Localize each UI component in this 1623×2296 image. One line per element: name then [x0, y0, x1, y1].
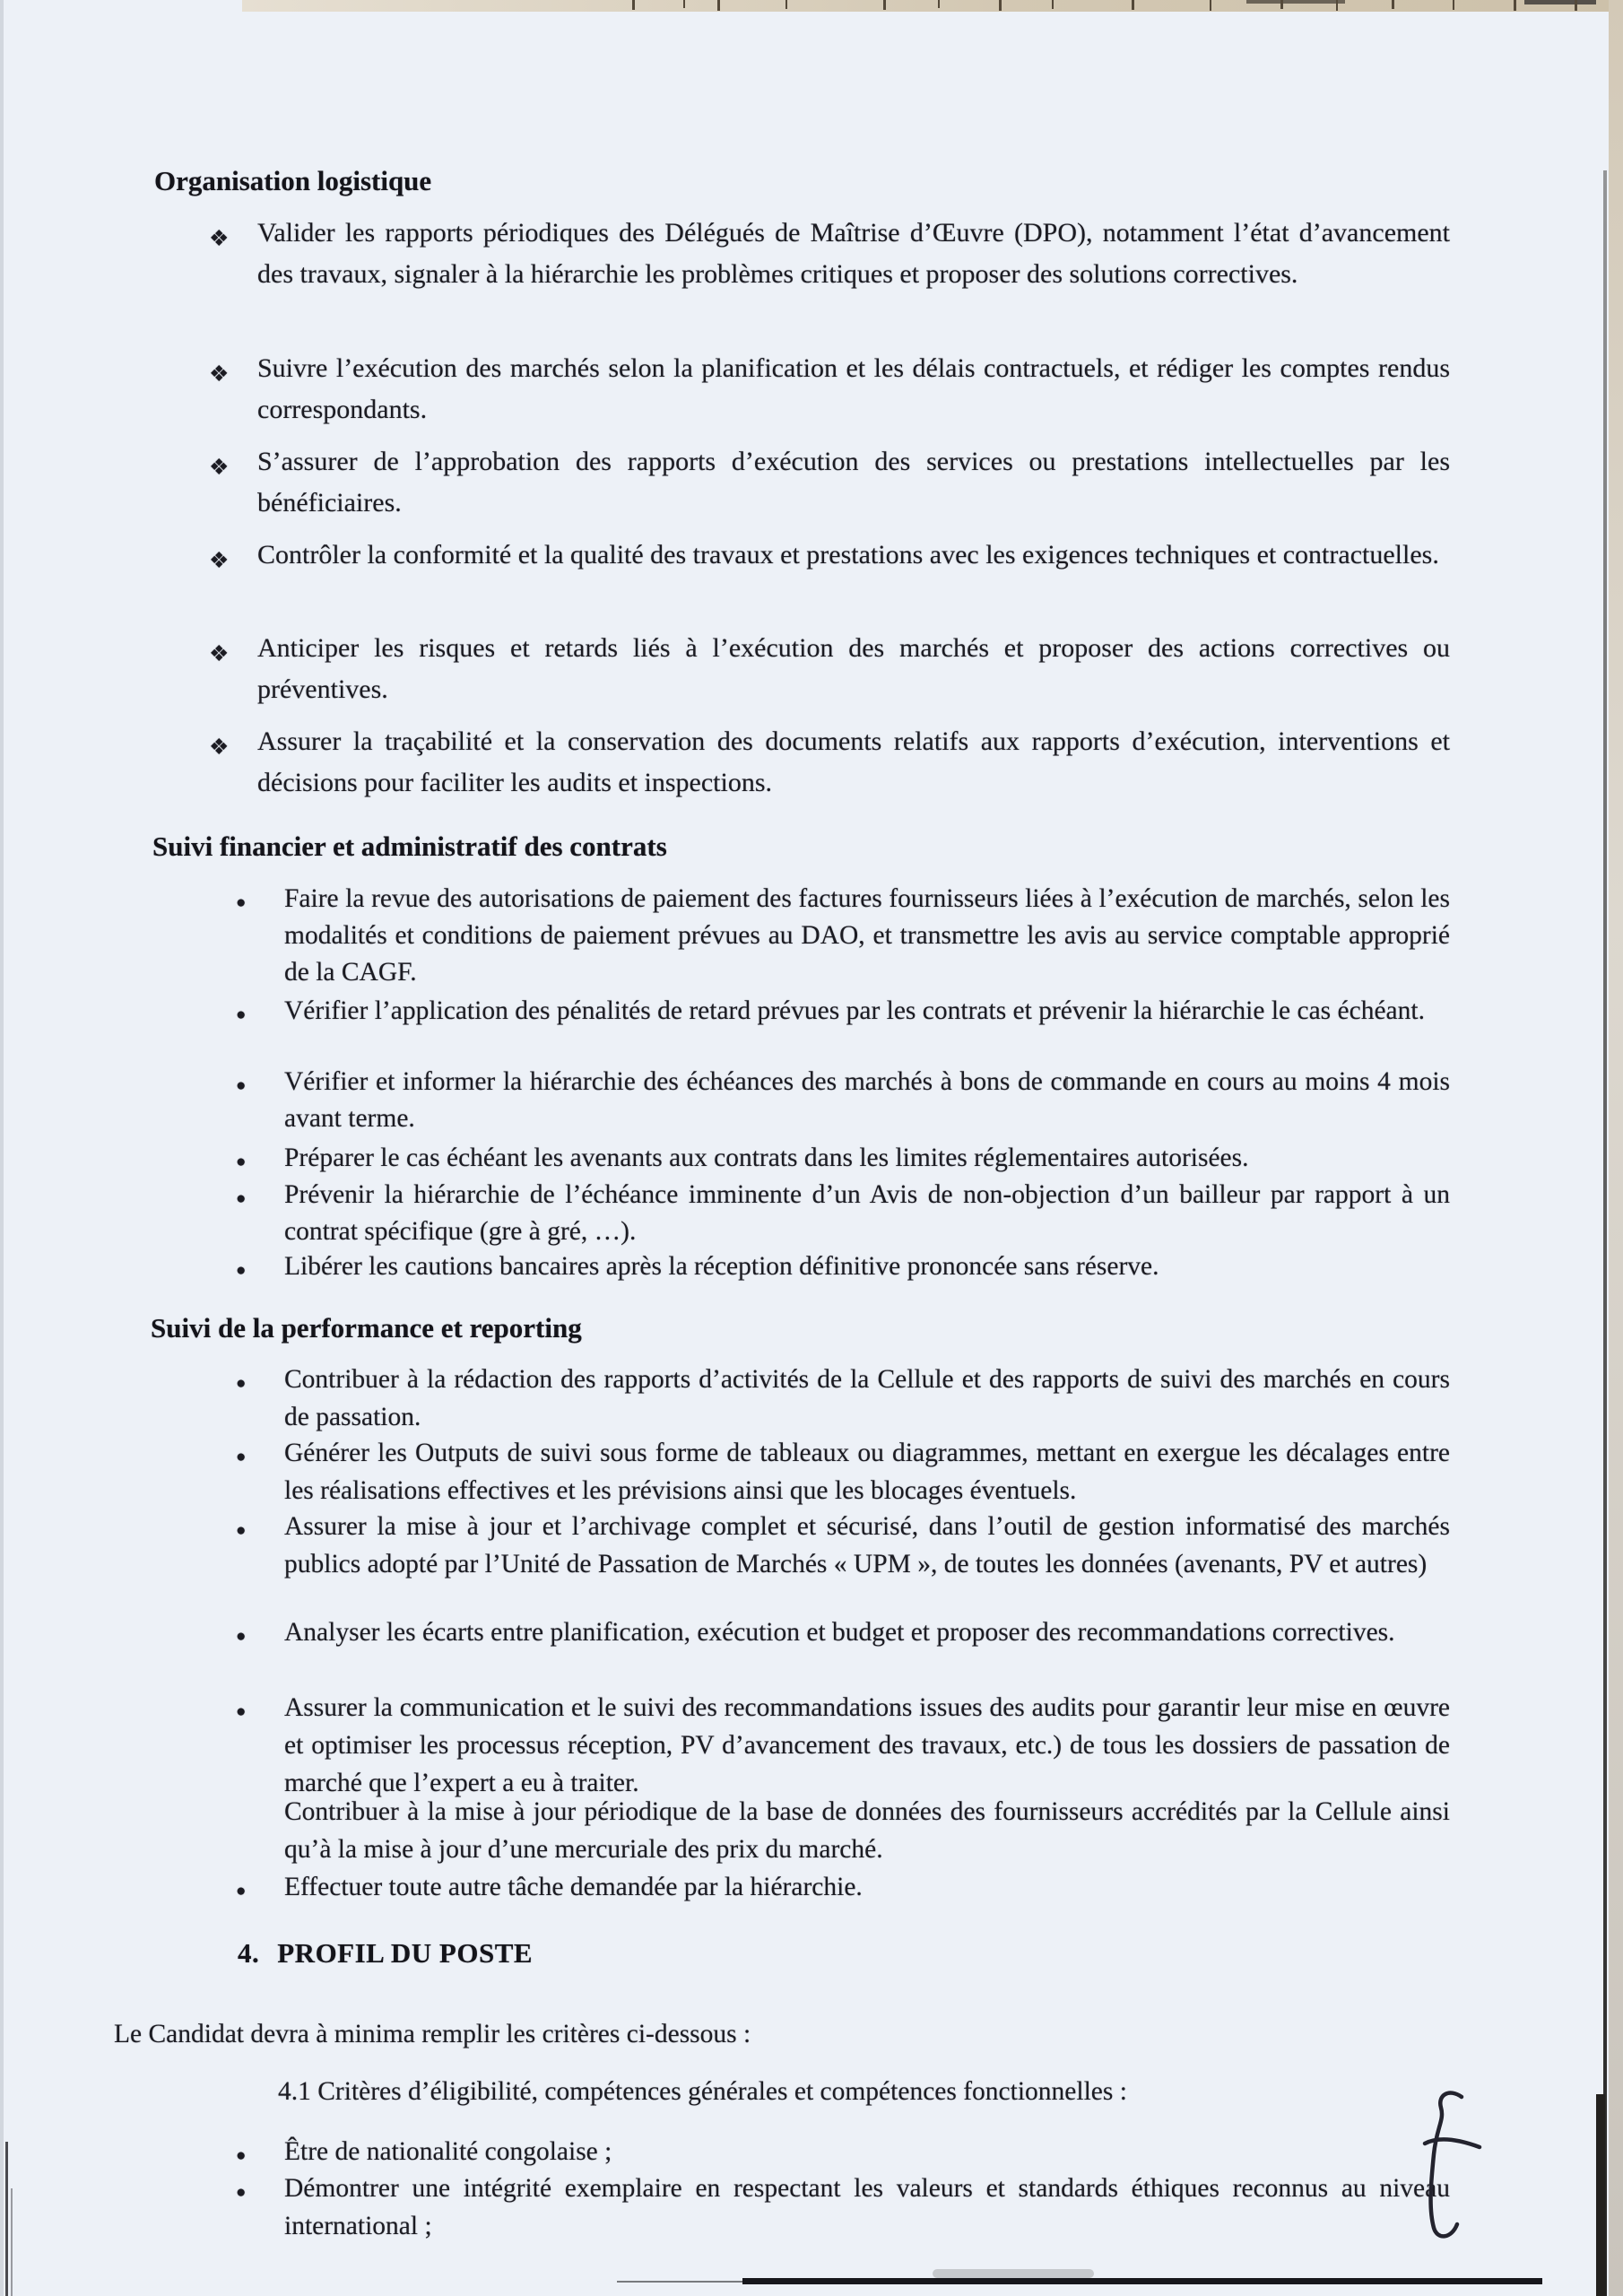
- scan-edge-tick: [883, 0, 886, 10]
- list-item: [209, 721, 1450, 804]
- section-heading-suivi-financier: Suivi financier et administratif des contrats: [152, 831, 667, 862]
- list-item-text: Être de nationalité congolaise ;: [284, 2137, 612, 2166]
- numbered-heading-profil-du-poste: [238, 1937, 533, 1970]
- list-item: [236, 1140, 1450, 1177]
- list-item: [236, 1868, 1450, 1906]
- list-item-text: Assurer la communication et le suivi des recommandations issues des audits pour garantir leur mise en œuvre et optimiser les processus réception, PV d’avancement des travaux, etc.) de tous les dossiers de passation de marché que l’expert a eu à traiter.: [284, 1693, 1450, 1797]
- list-item-text: Anticiper les risques et retards liés à l’exécution des marchés et proposer des actions correctives ou préventives.: [257, 633, 1450, 704]
- scan-edge-tick: [717, 0, 720, 11]
- section-heading-organisation-logistique: Organisation logistique: [154, 165, 432, 196]
- list-item: [209, 535, 1450, 576]
- scan-edge-smudge: [1524, 0, 1596, 4]
- scan-right-margin: [1609, 0, 1623, 2296]
- handwritten-mark: [1410, 2088, 1499, 2258]
- scan-left-edge-line: [5, 2142, 8, 2296]
- dot-bullet-icon: ●: [236, 893, 247, 912]
- footer-rule-tail: [617, 2281, 742, 2283]
- scan-edge-tick: [1392, 0, 1394, 9]
- list-item-text: Vérifier l’application des pénalités de retard prévues par les contrats et prévenir la hiérarchie le cas échéant.: [284, 996, 1425, 1025]
- scan-edge-tick: [1514, 0, 1516, 11]
- scan-top-edge: [242, 0, 1623, 12]
- dot-bullet-icon: ●: [236, 1005, 247, 1024]
- list-item-text: Analyser les écarts entre planification, exécution et budget et proposer des recommandations correctives.: [284, 1618, 1395, 1647]
- dot-bullet-icon: ●: [236, 1152, 247, 1171]
- scan-left-edge-line-2: [11, 2188, 13, 2296]
- scan-edge-tick: [1132, 0, 1134, 10]
- list-item: [209, 441, 1450, 524]
- scan-footer-smudge: [933, 2269, 1094, 2278]
- scan-edge-tick: [1280, 0, 1283, 9]
- scan-edge-tick: [1210, 0, 1211, 11]
- list-item: [209, 213, 1450, 295]
- heading-title: PROFIL DU POSTE: [277, 1937, 534, 1969]
- list-item-text: Contrôler la conformité et la qualité des travaux et prestations avec les exigences techniques et contractuelles.: [257, 540, 1439, 570]
- diamond-bullet-icon: ❖: [209, 735, 230, 760]
- list-item: [236, 1361, 1450, 1436]
- list-item: [236, 1689, 1450, 1802]
- section-heading-suivi-performance: Suivi de la performance et reporting: [151, 1312, 582, 1344]
- list-item: [209, 628, 1450, 710]
- footer-rule: [742, 2278, 1542, 2284]
- list-item: [209, 348, 1450, 430]
- list-item-text: Contribuer à la mise à jour périodique de la base de données des fournisseurs accrédités par la Cellule ainsi qu’à la mise à jour d’une mercuriale des prix du marché.: [284, 1797, 1450, 1864]
- list-item-text: S’assurer de l’approbation des rapports d’exécution des services ou prestations intellectuelles par les bénéficiaires.: [257, 447, 1450, 517]
- dot-bullet-icon: ●: [236, 2183, 247, 2202]
- scan-right-edge-line: [1603, 170, 1607, 2296]
- dot-bullet-icon: ●: [236, 1261, 247, 1280]
- scan-edge-tick: [632, 0, 635, 10]
- list-item-text: Démontrer une intégrité exemplaire en respectant les valeurs et standards éthiques reconnus au niveau international ;: [284, 2174, 1450, 2240]
- dot-bullet-icon: ●: [236, 1702, 247, 1721]
- scan-edge-tick: [785, 0, 787, 9]
- scan-right-edge-line-bottom: [1596, 2094, 1605, 2296]
- heading-number: 4.: [238, 1937, 260, 1969]
- dot-bullet-icon: ●: [236, 1189, 247, 1208]
- scan-left-margin: [0, 0, 4, 2296]
- dot-bullet-icon: ●: [236, 1627, 247, 1646]
- list-item-text: Effectuer toute autre tâche demandée par la hiérarchie.: [284, 1873, 863, 1901]
- dot-bullet-icon: ●: [236, 1882, 247, 1900]
- scan-edge-smudge: [1246, 0, 1345, 4]
- list-item: [236, 1434, 1450, 1509]
- diamond-bullet-icon: ❖: [209, 642, 230, 666]
- scan-edge-tick: [1453, 0, 1454, 10]
- scan-edge-tick: [683, 0, 685, 8]
- list-item: [236, 2170, 1450, 2245]
- list-item: [236, 1064, 1450, 1137]
- dot-bullet-icon: ●: [236, 1076, 247, 1095]
- scan-edge-tick: [999, 0, 1002, 11]
- dot-bullet-icon: ●: [236, 1448, 247, 1466]
- list-item: [236, 881, 1450, 991]
- diamond-bullet-icon: ❖: [209, 362, 230, 387]
- list-item-text: Vérifier et informer la hiérarchie des échéances des marchés à bons de commande en cours au moins 4 mois avant terme.: [284, 1067, 1450, 1133]
- list-item-text: Prévenir la hiérarchie de l’échéance imminente d’un Avis de non-objection d’un bailleur par rapport à un contrat spécifique (gre à gré, …).: [284, 1180, 1450, 1246]
- list-item: [236, 1177, 1450, 1250]
- list-item-text: Assurer la mise à jour et l’archivage complet et sécurisé, dans l’outil de gestion informatisé des marchés publics adopté par l’Unité de Passation de Marchés « UPM », de toutes les données (avenants, PV et autres): [284, 1512, 1450, 1578]
- dot-bullet-icon: ●: [236, 1521, 247, 1540]
- list-item-text: Contribuer à la rédaction des rapports d’activités de la Cellule et des rapports de suivi des marchés en cours de passation.: [284, 1365, 1450, 1431]
- list-item-text: Générer les Outputs de suivi sous forme de tableaux ou diagrammes, mettant en exergue les décalages entre les réalisations effectives et les prévisions ainsi que les blocages éventuels.: [284, 1439, 1450, 1505]
- dot-bullet-icon: ●: [236, 1374, 247, 1393]
- list-item-text: Libérer les cautions bancaires après la réception définitive prononcée sans réserve.: [284, 1252, 1159, 1281]
- intro-paragraph: Le Candidat devra à minima remplir les critères ci-dessous :: [114, 2020, 751, 2048]
- list-item: [236, 1508, 1450, 1583]
- subheading-criteres: 4.1 Critères d’éligibilité, compétences générales et compétences fonctionnelles :: [278, 2077, 1127, 2106]
- scan-edge-tick: [1575, 0, 1577, 11]
- scan-edge-tick: [1336, 0, 1338, 11]
- list-item: [236, 993, 1450, 1030]
- scan-edge-tick: [938, 0, 940, 8]
- dot-bullet-icon: ●: [236, 2146, 247, 2165]
- diamond-bullet-icon: ❖: [209, 456, 230, 480]
- scan-edge-tick: [1052, 0, 1054, 9]
- list-item-continuation: [236, 1793, 1450, 1868]
- list-item-text: Suivre l’exécution des marchés selon la planification et les délais contractuels, et rédiger les comptes rendus correspondants.: [257, 353, 1450, 424]
- list-item-text: Assurer la traçabilité et la conservation des documents relatifs aux rapports d’exécution, interventions et décisions pour faciliter les audits et inspections.: [257, 726, 1450, 797]
- list-item-text: Faire la revue des autorisations de paiement des factures fournisseurs liées à l’exécution de marchés, selon les modalités et conditions de paiement prévues au DAO, et transmettre les avis au service comptable approprié de la CAGF.: [284, 884, 1450, 987]
- list-item: [236, 2133, 1450, 2170]
- list-item-text: Préparer le cas échéant les avenants aux contrats dans les limites réglementaires autorisées.: [284, 1144, 1249, 1172]
- list-item-text: Valider les rapports périodiques des Délégués de Maîtrise d’Œuvre (DPO), notamment l’état d’avancement des travaux, signaler à la hiérarchie les problèmes critiques et proposer des solutions correctives.: [257, 218, 1450, 289]
- diamond-bullet-icon: ❖: [209, 227, 230, 251]
- list-item: [236, 1613, 1401, 1651]
- diamond-bullet-icon: ❖: [209, 549, 230, 573]
- list-item: [236, 1248, 1450, 1285]
